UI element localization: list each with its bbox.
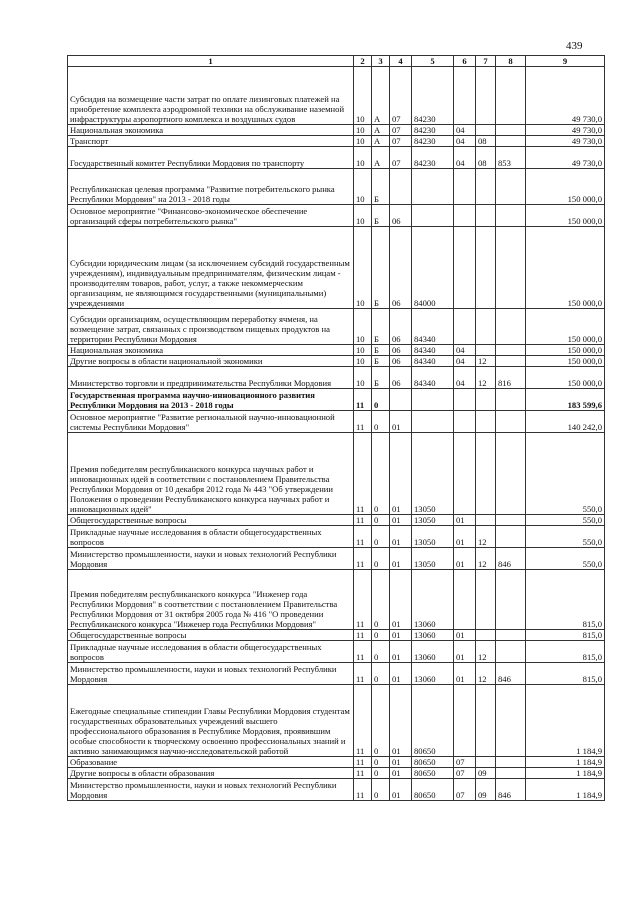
amount-cell: 183 599,6	[526, 389, 605, 411]
code-cell: 13060	[412, 630, 454, 641]
table-row	[68, 367, 605, 389]
code-cell	[476, 67, 496, 125]
code-cell: 84340	[412, 356, 454, 367]
code-cell: 04	[454, 136, 476, 147]
code-cell: 01	[454, 515, 476, 526]
code-cell: 04	[454, 147, 476, 169]
amount-cell: 550,0	[526, 433, 605, 515]
header-row	[68, 56, 605, 67]
code-cell: 04	[454, 345, 476, 356]
table-row	[68, 411, 605, 433]
code-cell	[496, 136, 526, 147]
code-cell: 11	[354, 768, 372, 779]
code-cell: Б	[372, 356, 390, 367]
code-cell: 07	[454, 768, 476, 779]
code-cell: Б	[372, 345, 390, 356]
code-cell	[496, 641, 526, 663]
code-cell	[496, 205, 526, 227]
code-cell	[496, 67, 526, 125]
code-cell: 13060	[412, 663, 454, 685]
code-cell	[476, 169, 496, 205]
code-cell	[496, 345, 526, 356]
amount-cell: 150 000,0	[526, 356, 605, 367]
code-cell: 84230	[412, 147, 454, 169]
code-cell: 0	[372, 641, 390, 663]
amount-cell: 815,0	[526, 570, 605, 630]
table-row	[68, 205, 605, 227]
amount-cell: 550,0	[526, 548, 605, 570]
code-cell: 01	[390, 768, 412, 779]
row-name: Государственный комитет Республики Мордовия по транспорту	[68, 147, 354, 169]
code-cell: 11	[354, 570, 372, 630]
code-cell	[412, 411, 454, 433]
budget-table	[67, 55, 605, 801]
code-cell: 01	[390, 641, 412, 663]
code-cell: 11	[354, 630, 372, 641]
code-cell	[454, 389, 476, 411]
column-header: 2	[354, 56, 372, 67]
code-cell	[412, 389, 454, 411]
column-header: 3	[372, 56, 390, 67]
row-name: Другие вопросы в области образования	[68, 768, 354, 779]
amount-cell: 1 184,9	[526, 768, 605, 779]
code-cell: 11	[354, 779, 372, 801]
code-cell: 11	[354, 515, 372, 526]
code-cell: 06	[390, 227, 412, 309]
code-cell: 08	[476, 147, 496, 169]
row-name: Общегосударственные вопросы	[68, 630, 354, 641]
code-cell: 84230	[412, 67, 454, 125]
row-name: Субсидия на возмещение части затрат по оплате лизинговых платежей на приобретение комплекта аэродромной техники на обслуживание наземной инфраструктуры аэропортного комплекса и воздушных судов	[68, 67, 354, 125]
code-cell: 84340	[412, 367, 454, 389]
table-row	[68, 169, 605, 205]
amount-cell: 49 730,0	[526, 125, 605, 136]
code-cell: 01	[454, 641, 476, 663]
amount-cell: 815,0	[526, 663, 605, 685]
code-cell: 0	[372, 779, 390, 801]
code-cell: 06	[390, 205, 412, 227]
table-row	[68, 227, 605, 309]
code-cell: 11	[354, 641, 372, 663]
column-header: 5	[412, 56, 454, 67]
code-cell: 11	[354, 757, 372, 768]
row-name: Субсидии организациям, осуществляющим переработку ячменя, на возмещение затрат, связанных с производством пищевых продуктов на территории Республики Мордовия	[68, 309, 354, 345]
code-cell: А	[372, 147, 390, 169]
code-cell: 07	[390, 67, 412, 125]
code-cell	[496, 309, 526, 345]
code-cell: 12	[476, 548, 496, 570]
amount-cell: 150 000,0	[526, 169, 605, 205]
code-cell	[454, 685, 476, 757]
code-cell: 12	[476, 526, 496, 548]
code-cell: 01	[390, 779, 412, 801]
amount-cell: 150 000,0	[526, 227, 605, 309]
table-row	[68, 515, 605, 526]
code-cell: 0	[372, 433, 390, 515]
code-cell	[476, 515, 496, 526]
column-header: 1	[68, 56, 354, 67]
code-cell: 11	[354, 685, 372, 757]
code-cell: 13050	[412, 515, 454, 526]
code-cell: 846	[496, 548, 526, 570]
code-cell	[476, 205, 496, 227]
code-cell: 80650	[412, 768, 454, 779]
code-cell: 10	[354, 356, 372, 367]
amount-cell: 49 730,0	[526, 147, 605, 169]
column-header: 6	[454, 56, 476, 67]
row-name: Премия победителям республиканского конкурса "Инженер года Республики Мордовия" в соответствии с постановлением Правительства Республики Мордовия от 31 октября 2005 года № 416 "О проведении Республиканского конкурса "Инженер года Республики Мордовия"	[68, 570, 354, 630]
row-name: Субсидии юридическим лицам (за исключением субсидий государственным учреждениям), индивидуальным предпринимателям, физическим лицам - производителям товаров, работ, услуг, а также некоммерческим организациям, не являющимся государственными (муниципальными) учреждениями	[68, 227, 354, 309]
code-cell	[476, 389, 496, 411]
code-cell: Б	[372, 227, 390, 309]
code-cell: 01	[454, 548, 476, 570]
table-row	[68, 768, 605, 779]
row-name: Министерство промышленности, науки и новых технологий Республики Мордовия	[68, 779, 354, 801]
code-cell	[496, 515, 526, 526]
row-name: Общегосударственные вопросы	[68, 515, 354, 526]
row-name: Премия победителям республиканского конкурса научных работ и инновационных идей в соответствии с постановлением Правительства Республики Мордовия от 10 декабря 2012 года № 443 "Об утверждении Положения о проведении Республиканского конкурса научных работ и инновационных идей"	[68, 433, 354, 515]
code-cell: 12	[476, 663, 496, 685]
table-row	[68, 641, 605, 663]
code-cell	[454, 309, 476, 345]
code-cell	[476, 227, 496, 309]
code-cell: А	[372, 125, 390, 136]
code-cell: 04	[454, 356, 476, 367]
table-row	[68, 147, 605, 169]
code-cell: 09	[476, 779, 496, 801]
code-cell: 0	[372, 630, 390, 641]
code-cell	[496, 169, 526, 205]
code-cell: 0	[372, 757, 390, 768]
code-cell: 01	[390, 570, 412, 630]
code-cell: 84340	[412, 345, 454, 356]
page-number: 439	[566, 40, 583, 52]
table-row	[68, 685, 605, 757]
amount-cell: 1 184,9	[526, 757, 605, 768]
code-cell: 11	[354, 663, 372, 685]
code-cell: 0	[372, 411, 390, 433]
code-cell: А	[372, 67, 390, 125]
code-cell: 01	[390, 526, 412, 548]
code-cell: 11	[354, 411, 372, 433]
code-cell	[496, 768, 526, 779]
amount-cell: 150 000,0	[526, 367, 605, 389]
code-cell	[496, 227, 526, 309]
code-cell: 10	[354, 205, 372, 227]
code-cell: 12	[476, 641, 496, 663]
code-cell: 10	[354, 125, 372, 136]
amount-cell: 815,0	[526, 630, 605, 641]
row-name: Министерство промышленности, науки и новых технологий Республики Мордовия	[68, 663, 354, 685]
column-header: 8	[496, 56, 526, 67]
code-cell	[496, 526, 526, 548]
code-cell: 13050	[412, 526, 454, 548]
code-cell: 0	[372, 526, 390, 548]
code-cell: 11	[354, 389, 372, 411]
column-header: 7	[476, 56, 496, 67]
code-cell: 01	[390, 515, 412, 526]
code-cell	[496, 685, 526, 757]
column-header: 9	[526, 56, 605, 67]
code-cell: Б	[372, 309, 390, 345]
code-cell	[496, 757, 526, 768]
code-cell	[476, 433, 496, 515]
code-cell: 10	[354, 345, 372, 356]
code-cell: 80650	[412, 779, 454, 801]
code-cell: 01	[390, 630, 412, 641]
code-cell	[496, 433, 526, 515]
row-name: Министерство торговли и предпринимательства Республики Мордовия	[68, 367, 354, 389]
row-name: Национальная экономика	[68, 345, 354, 356]
code-cell: 10	[354, 309, 372, 345]
code-cell	[412, 169, 454, 205]
code-cell	[476, 125, 496, 136]
code-cell: 08	[476, 136, 496, 147]
code-cell: 13050	[412, 548, 454, 570]
code-cell	[476, 570, 496, 630]
amount-cell: 150 000,0	[526, 345, 605, 356]
amount-cell: 150 000,0	[526, 309, 605, 345]
code-cell: 01	[390, 411, 412, 433]
code-cell	[476, 630, 496, 641]
row-name: Республиканская целевая программа "Развитие потребительского рынка Республики Мордовия" на 2013 - 2018 годы	[68, 169, 354, 205]
code-cell: 12	[476, 367, 496, 389]
code-cell	[412, 205, 454, 227]
code-cell	[454, 433, 476, 515]
table-row	[68, 345, 605, 356]
amount-cell: 140 242,0	[526, 411, 605, 433]
table-body	[68, 67, 605, 801]
code-cell: А	[372, 136, 390, 147]
code-cell: 0	[372, 548, 390, 570]
code-cell: 06	[390, 345, 412, 356]
row-name: Национальная экономика	[68, 125, 354, 136]
table-row	[68, 630, 605, 641]
code-cell: 84000	[412, 227, 454, 309]
code-cell	[454, 570, 476, 630]
table-row	[68, 356, 605, 367]
code-cell: Б	[372, 367, 390, 389]
code-cell	[454, 169, 476, 205]
amount-cell: 1 184,9	[526, 685, 605, 757]
code-cell: 12	[476, 356, 496, 367]
code-cell: 06	[390, 356, 412, 367]
row-name: Государственная программа научно-инновационного развития Республики Мордовия на 2013 - 2018 годы	[68, 389, 354, 411]
code-cell: 84230	[412, 125, 454, 136]
code-cell: 13060	[412, 641, 454, 663]
amount-cell: 815,0	[526, 641, 605, 663]
code-cell: 01	[454, 526, 476, 548]
code-cell	[454, 227, 476, 309]
code-cell: 10	[354, 67, 372, 125]
table-row	[68, 548, 605, 570]
code-cell: 0	[372, 570, 390, 630]
table-row	[68, 433, 605, 515]
code-cell: 0	[372, 663, 390, 685]
code-cell: 11	[354, 526, 372, 548]
code-cell: 01	[390, 433, 412, 515]
code-cell: 80650	[412, 685, 454, 757]
code-cell: 07	[390, 125, 412, 136]
code-cell: 07	[454, 757, 476, 768]
code-cell: Б	[372, 205, 390, 227]
table-row	[68, 526, 605, 548]
code-cell: 11	[354, 433, 372, 515]
code-cell: 01	[390, 685, 412, 757]
code-cell: 10	[354, 147, 372, 169]
code-cell: 07	[390, 147, 412, 169]
amount-cell: 150 000,0	[526, 205, 605, 227]
code-cell: 06	[390, 309, 412, 345]
table-row	[68, 125, 605, 136]
table-row	[68, 779, 605, 801]
code-cell	[390, 169, 412, 205]
table-row	[68, 136, 605, 147]
table-row	[68, 757, 605, 768]
table-row	[68, 570, 605, 630]
code-cell: 07	[390, 136, 412, 147]
amount-cell: 49 730,0	[526, 67, 605, 125]
row-name: Транспорт	[68, 136, 354, 147]
code-cell: 01	[390, 757, 412, 768]
code-cell	[454, 411, 476, 433]
code-cell: 0	[372, 768, 390, 779]
code-cell: 10	[354, 169, 372, 205]
code-cell: 846	[496, 779, 526, 801]
code-cell	[454, 67, 476, 125]
code-cell: 11	[354, 548, 372, 570]
row-name: Министерство промышленности, науки и новых технологий Республики Мордовия	[68, 548, 354, 570]
code-cell	[496, 125, 526, 136]
code-cell	[496, 630, 526, 641]
table-row	[68, 389, 605, 411]
table-row	[68, 67, 605, 125]
code-cell: 84340	[412, 309, 454, 345]
code-cell: 09	[476, 768, 496, 779]
code-cell: 04	[454, 125, 476, 136]
code-cell	[496, 570, 526, 630]
code-cell: 07	[454, 779, 476, 801]
amount-cell: 550,0	[526, 515, 605, 526]
code-cell	[476, 345, 496, 356]
code-cell: 01	[390, 663, 412, 685]
code-cell	[476, 685, 496, 757]
code-cell: 84230	[412, 136, 454, 147]
code-cell: 10	[354, 227, 372, 309]
row-name: Ежегодные специальные стипендии Главы Республики Мордовия студентам государственных образовательных учреждений высшего профессионального образования в Республике Мордовия, проявившим особые способности к творческому освоению профессиональных знаний и активно занимающимся научно-исследовательской работой	[68, 685, 354, 757]
amount-cell: 1 184,9	[526, 779, 605, 801]
amount-cell: 550,0	[526, 526, 605, 548]
code-cell: 13060	[412, 570, 454, 630]
code-cell	[390, 389, 412, 411]
code-cell: 0	[372, 685, 390, 757]
column-header: 4	[390, 56, 412, 67]
code-cell: 0	[372, 515, 390, 526]
code-cell: 0	[372, 389, 390, 411]
code-cell	[496, 356, 526, 367]
table-row	[68, 309, 605, 345]
code-cell: 13050	[412, 433, 454, 515]
code-cell	[496, 389, 526, 411]
code-cell: 04	[454, 367, 476, 389]
code-cell: 06	[390, 367, 412, 389]
row-name: Прикладные научные исследования в области общегосударственных вопросов	[68, 641, 354, 663]
row-name: Образование	[68, 757, 354, 768]
row-name: Основное мероприятие "Развитие региональной научно-инновационной системы Республики Мордовия"	[68, 411, 354, 433]
code-cell	[476, 757, 496, 768]
row-name: Прикладные научные исследования в области общегосударственных вопросов	[68, 526, 354, 548]
code-cell	[476, 309, 496, 345]
code-cell	[454, 205, 476, 227]
code-cell	[476, 411, 496, 433]
row-name: Другие вопросы в области национальной экономики	[68, 356, 354, 367]
amount-cell: 49 730,0	[526, 136, 605, 147]
code-cell: 846	[496, 663, 526, 685]
code-cell: 10	[354, 136, 372, 147]
code-cell: 01	[390, 548, 412, 570]
code-cell: 80650	[412, 757, 454, 768]
table-row	[68, 663, 605, 685]
code-cell	[496, 411, 526, 433]
code-cell: 853	[496, 147, 526, 169]
code-cell: 816	[496, 367, 526, 389]
code-cell: 01	[454, 630, 476, 641]
row-name: Основное мероприятие "Финансово-экономическое обеспечение организаций сферы потребительского рынка"	[68, 205, 354, 227]
code-cell: 10	[354, 367, 372, 389]
code-cell: 01	[454, 663, 476, 685]
code-cell: Б	[372, 169, 390, 205]
